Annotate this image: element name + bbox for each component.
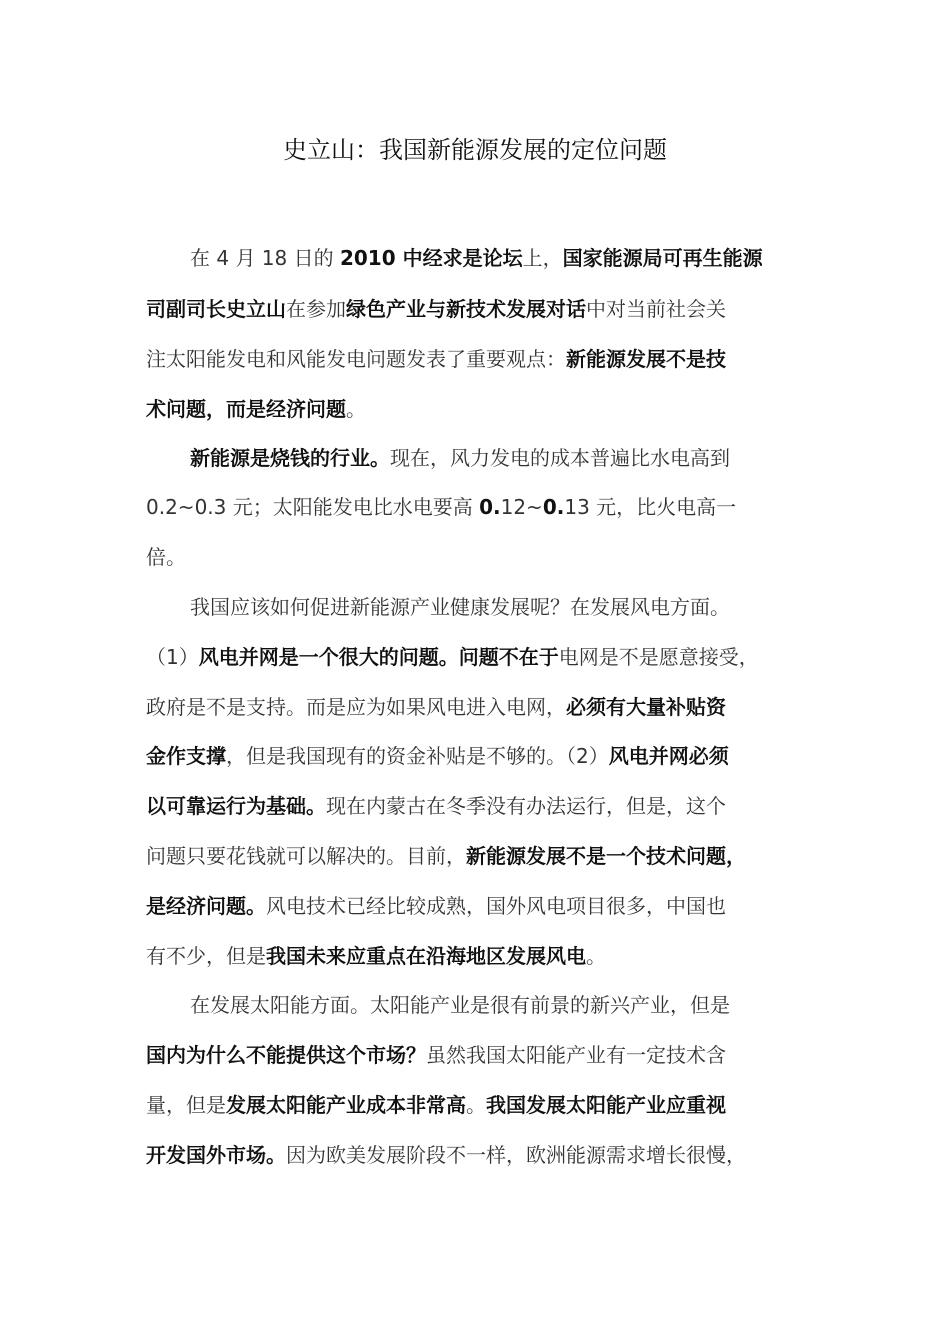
paragraph-3-line-7 bbox=[146, 891, 726, 921]
text-segment: 政府是不是支持。而是应为如果风电进入电网， bbox=[146, 695, 566, 719]
bold-text-segment: 2010 中经求是论坛 bbox=[339, 246, 523, 270]
text-segment: 0.2~0.3 元；太阳能发电比水电要高 bbox=[146, 495, 480, 519]
paragraph-2-line-2 bbox=[146, 492, 736, 522]
bold-text-segment: 金作支撑 bbox=[146, 744, 226, 768]
text-segment: （1） bbox=[146, 645, 199, 669]
bold-text-segment: 新能源发展不是一个技术问题， bbox=[466, 844, 746, 868]
paragraph-3-line-4 bbox=[146, 741, 729, 771]
paragraph-3-line-3 bbox=[146, 692, 726, 722]
paragraph-2-line-1 bbox=[190, 443, 730, 473]
paragraph-1-line-3 bbox=[146, 344, 726, 374]
text-segment: 在发展太阳能方面。太阳能产业是很有前景的新兴产业，但是 bbox=[190, 993, 730, 1017]
paragraph-1-line-1 bbox=[190, 243, 763, 273]
text-segment: 12~ bbox=[500, 495, 543, 519]
text-segment: 在 4 月 18 日的 bbox=[190, 246, 340, 270]
bold-text-segment: 0. bbox=[479, 495, 501, 519]
bold-text-segment: 国家能源局可再生能源 bbox=[562, 246, 763, 270]
bold-text-segment: 新能源是烧钱的行业。 bbox=[190, 446, 390, 470]
paragraph-4-line-2 bbox=[146, 1040, 726, 1070]
bold-text-segment: 是经济问题。 bbox=[146, 894, 266, 918]
text-segment: 。 bbox=[466, 1093, 486, 1117]
text-segment: ，但是我国现有的资金补贴是不够的。（2） bbox=[226, 744, 609, 768]
paragraph-3-line-1 bbox=[190, 592, 730, 622]
bold-text-segment: 开发国外市场。 bbox=[146, 1143, 286, 1167]
paragraph-3-line-8 bbox=[146, 941, 606, 971]
bold-text-segment: 我国发展太阳能产业应重视 bbox=[486, 1093, 726, 1117]
paragraph-3-line-5 bbox=[146, 791, 726, 821]
text-segment: 在参加 bbox=[286, 297, 346, 321]
paragraph-2-line-3 bbox=[146, 542, 186, 572]
bold-text-segment: 国内为什么不能提供这个市场？ bbox=[146, 1043, 426, 1067]
text-segment: 中对当前社会关 bbox=[586, 297, 726, 321]
bold-text-segment: 司副司长史立山 bbox=[146, 297, 286, 321]
paragraph-4-line-1 bbox=[190, 990, 730, 1020]
text-segment: 因为欧美发展阶段不一样，欧洲能源需求增长很慢， bbox=[286, 1143, 746, 1167]
text-segment: 。 bbox=[586, 944, 606, 968]
bold-text-segment: 风电并网是一个很大的问题。问题不在于 bbox=[198, 645, 559, 669]
bold-text-segment: 风电并网必须 bbox=[608, 744, 729, 768]
paragraph-1-line-2 bbox=[146, 294, 726, 324]
bold-text-segment: 0. bbox=[542, 495, 565, 519]
text-segment: 现在，风力发电的成本普遍比水电高到 bbox=[390, 446, 730, 470]
text-segment: 13 元，比火电高一 bbox=[564, 495, 737, 519]
paragraph-1-line-4 bbox=[146, 394, 366, 424]
paragraph-3-line-2 bbox=[146, 642, 759, 672]
paragraph-4-line-4 bbox=[146, 1140, 746, 1170]
bold-text-segment: 我国未来应重点在沿海地区发展风电 bbox=[266, 944, 586, 968]
text-segment: 倍。 bbox=[146, 545, 186, 569]
bold-text-segment: 新能源发展不是技 bbox=[566, 347, 726, 371]
text-segment: 上， bbox=[522, 246, 563, 270]
text-segment: 问题只要花钱就可以解决的。目前， bbox=[146, 844, 466, 868]
bold-text-segment: 必须有大量补贴资 bbox=[566, 695, 726, 719]
document-title: 史立山：我国新能源发展的定位问题 bbox=[283, 136, 667, 164]
text-segment: 我国应该如何促进新能源产业健康发展呢？在发展风电方面。 bbox=[190, 595, 730, 619]
bold-text-segment: 以可靠运行为基础。 bbox=[146, 794, 326, 818]
text-segment: 有不少，但是 bbox=[146, 944, 266, 968]
text-segment: 虽然我国太阳能产业有一定技术含 bbox=[426, 1043, 726, 1067]
text-segment: 风电技术已经比较成熟，国外风电项目很多，中国也 bbox=[266, 894, 726, 918]
text-segment: 量，但是 bbox=[146, 1093, 226, 1117]
text-segment: 电网是不是愿意接受， bbox=[558, 645, 759, 669]
bold-text-segment: 绿色产业与新技术发展对话 bbox=[346, 297, 586, 321]
bold-text-segment: 发展太阳能产业成本非常高 bbox=[226, 1093, 466, 1117]
paragraph-4-line-3 bbox=[146, 1090, 726, 1120]
text-segment: 。 bbox=[346, 397, 366, 421]
paragraph-3-line-6 bbox=[146, 841, 746, 871]
text-segment: 注太阳能发电和风能发电问题发表了重要观点： bbox=[146, 347, 566, 371]
bold-text-segment: 术问题，而是经济问题 bbox=[146, 397, 346, 421]
text-segment: 现在内蒙古在冬季没有办法运行，但是，这个 bbox=[326, 794, 726, 818]
